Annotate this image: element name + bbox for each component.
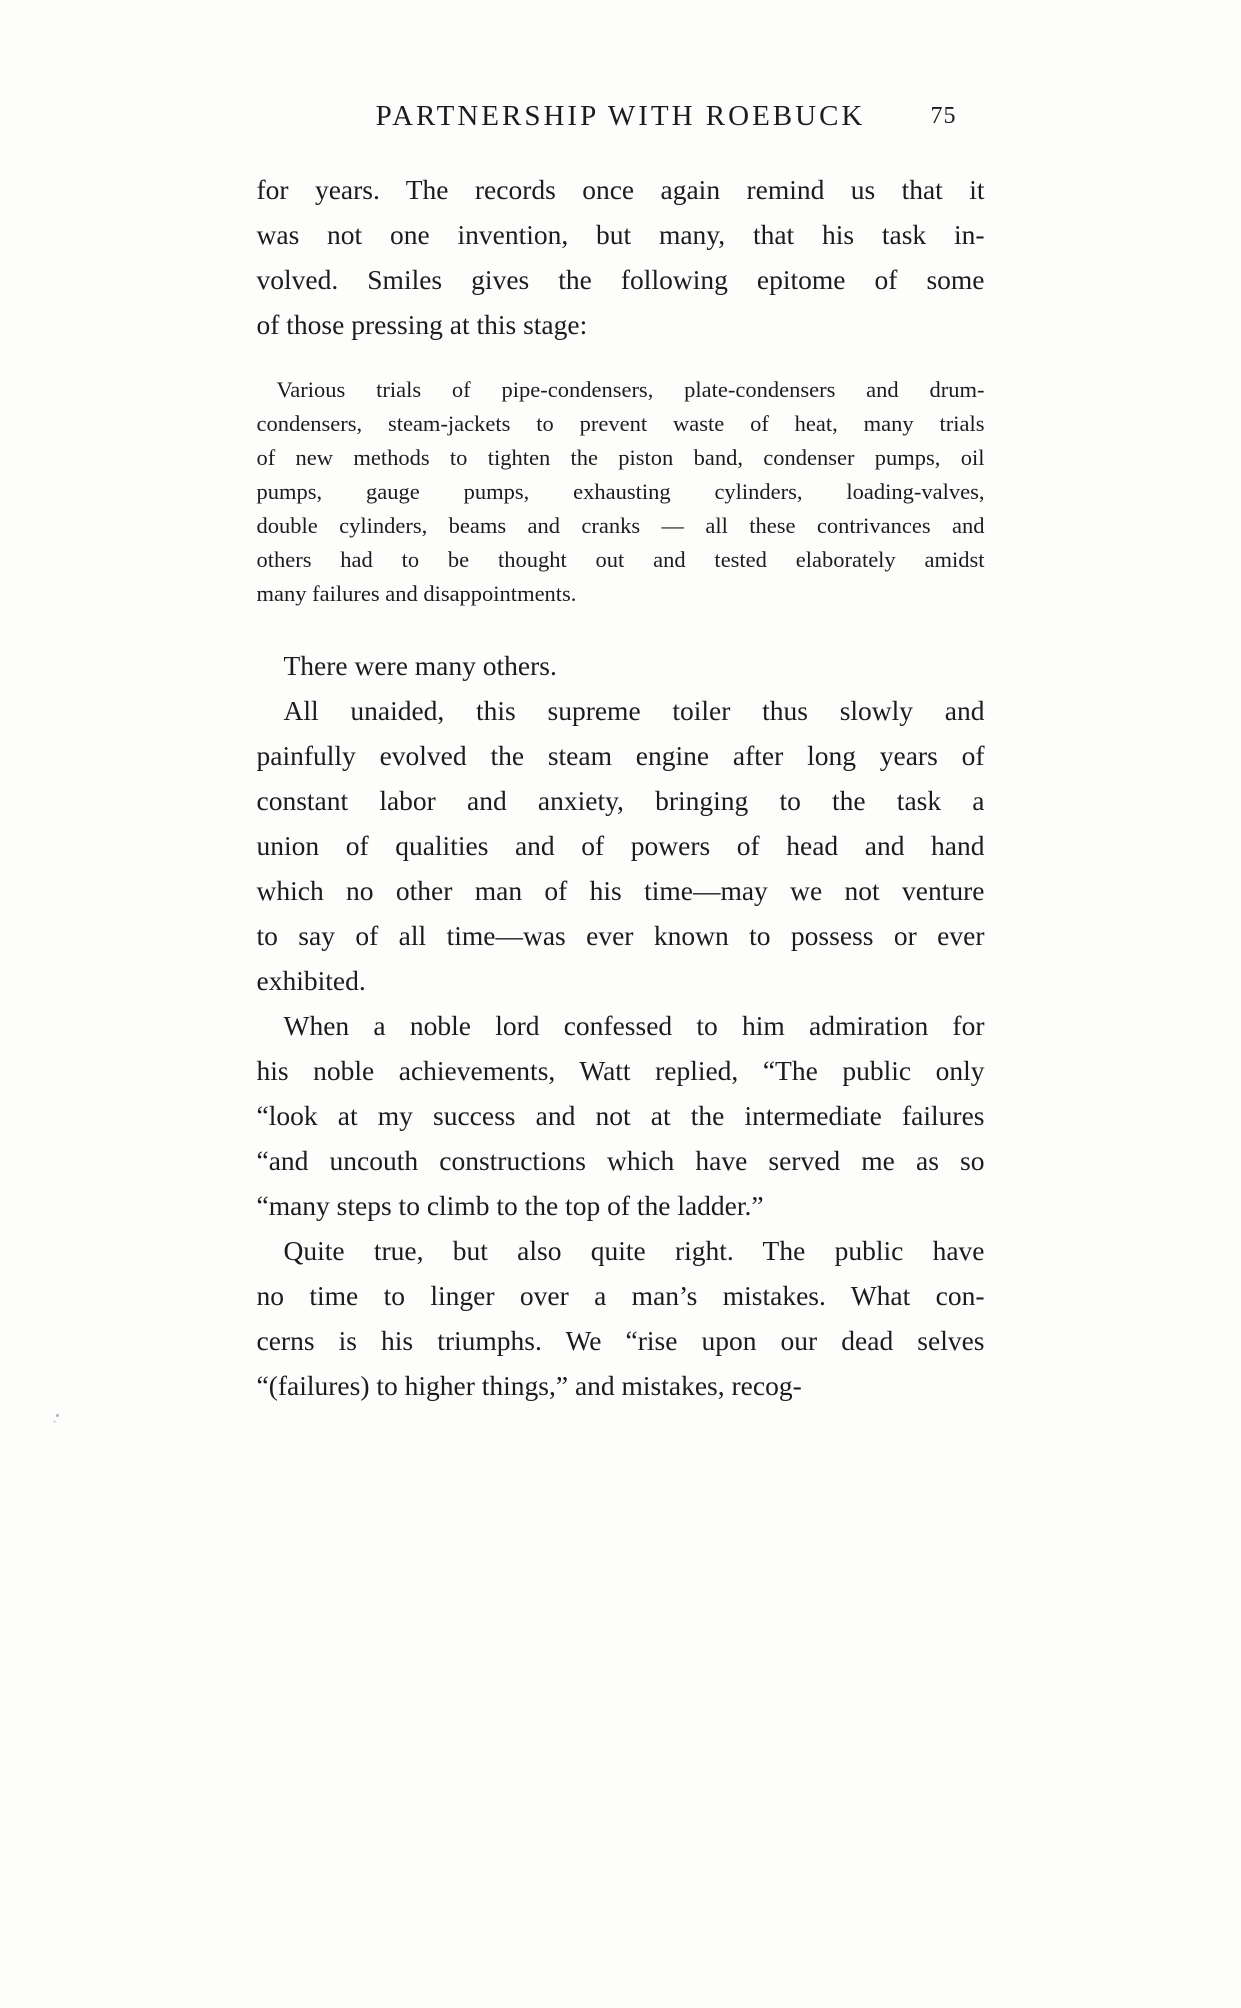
paragraph [257,688,985,1003]
text-line: There were many others. [283,650,557,681]
text-line: others had to be thought out and tested elaborately amidst [256,547,985,572]
text-line: of new methods to tighten the piston band, condenser pumps, oil [256,445,985,470]
text-line: was not one invention, but many, that his task in- [256,219,985,250]
paragraph [257,643,985,688]
text-line: many failures and disappointments. [256,581,577,606]
text-line: to say of all time—was ever known to possess or ever [256,920,985,951]
text-line: “look at my success and not at the intermediate failures [256,1100,985,1131]
text-line: painfully evolved the steam engine after long years of [256,740,985,771]
text-line: constant labor and anxiety, bringing to the task a [256,785,985,816]
text-line: “(failures) to higher things,” and mistakes, recog- [256,1370,802,1401]
page-number: 75 [930,103,957,129]
text-line: pumps, gauge pumps, exhausting cylinders, loading-valves, [256,479,985,504]
text-line: cerns is his triumphs. We “rise upon our dead selves [256,1325,985,1356]
text-line: condensers, steam-jackets to prevent waste of heat, many trials [256,411,985,436]
text-line: no time to linger over a man’s mistakes. What con- [256,1280,985,1311]
text-line: his noble achievements, Watt replied, “The public only [256,1055,985,1086]
text-line: exhibited. [256,965,366,996]
paragraph [257,1228,985,1408]
text-block [257,167,985,1408]
page-header [257,0,985,133]
running-title: PARTNERSHIP WITH ROEBUCK [375,100,866,132]
paragraph [257,167,985,347]
text-line: Quite true, but also quite right. The public have [283,1235,985,1266]
text-line: Various trials of pipe-condensers, plate-condensers and drum- [276,377,985,402]
text-line: “and uncouth constructions which have served me as so [256,1145,985,1176]
text-line: of those pressing at this stage: [256,309,588,340]
paragraph [257,1003,985,1228]
text-line: which no other man of his time—may we not venture [256,875,985,906]
text-line: double cylinders, beams and cranks — all these contrivances and [256,513,985,538]
text-line: for years. The records once again remind us that it [256,174,985,205]
ink-speck [56,1414,59,1417]
text-line: “many steps to climb to the top of the ladder.” [256,1190,764,1221]
text-line: When a noble lord confessed to him admiration for [283,1010,985,1041]
text-line: volved. Smiles gives the following epitome of some [256,264,985,295]
block-quote [257,373,985,611]
text-line: All unaided, this supreme toiler thus slowly and [283,695,985,726]
text-line: union of qualities and of powers of head and hand [256,830,985,861]
